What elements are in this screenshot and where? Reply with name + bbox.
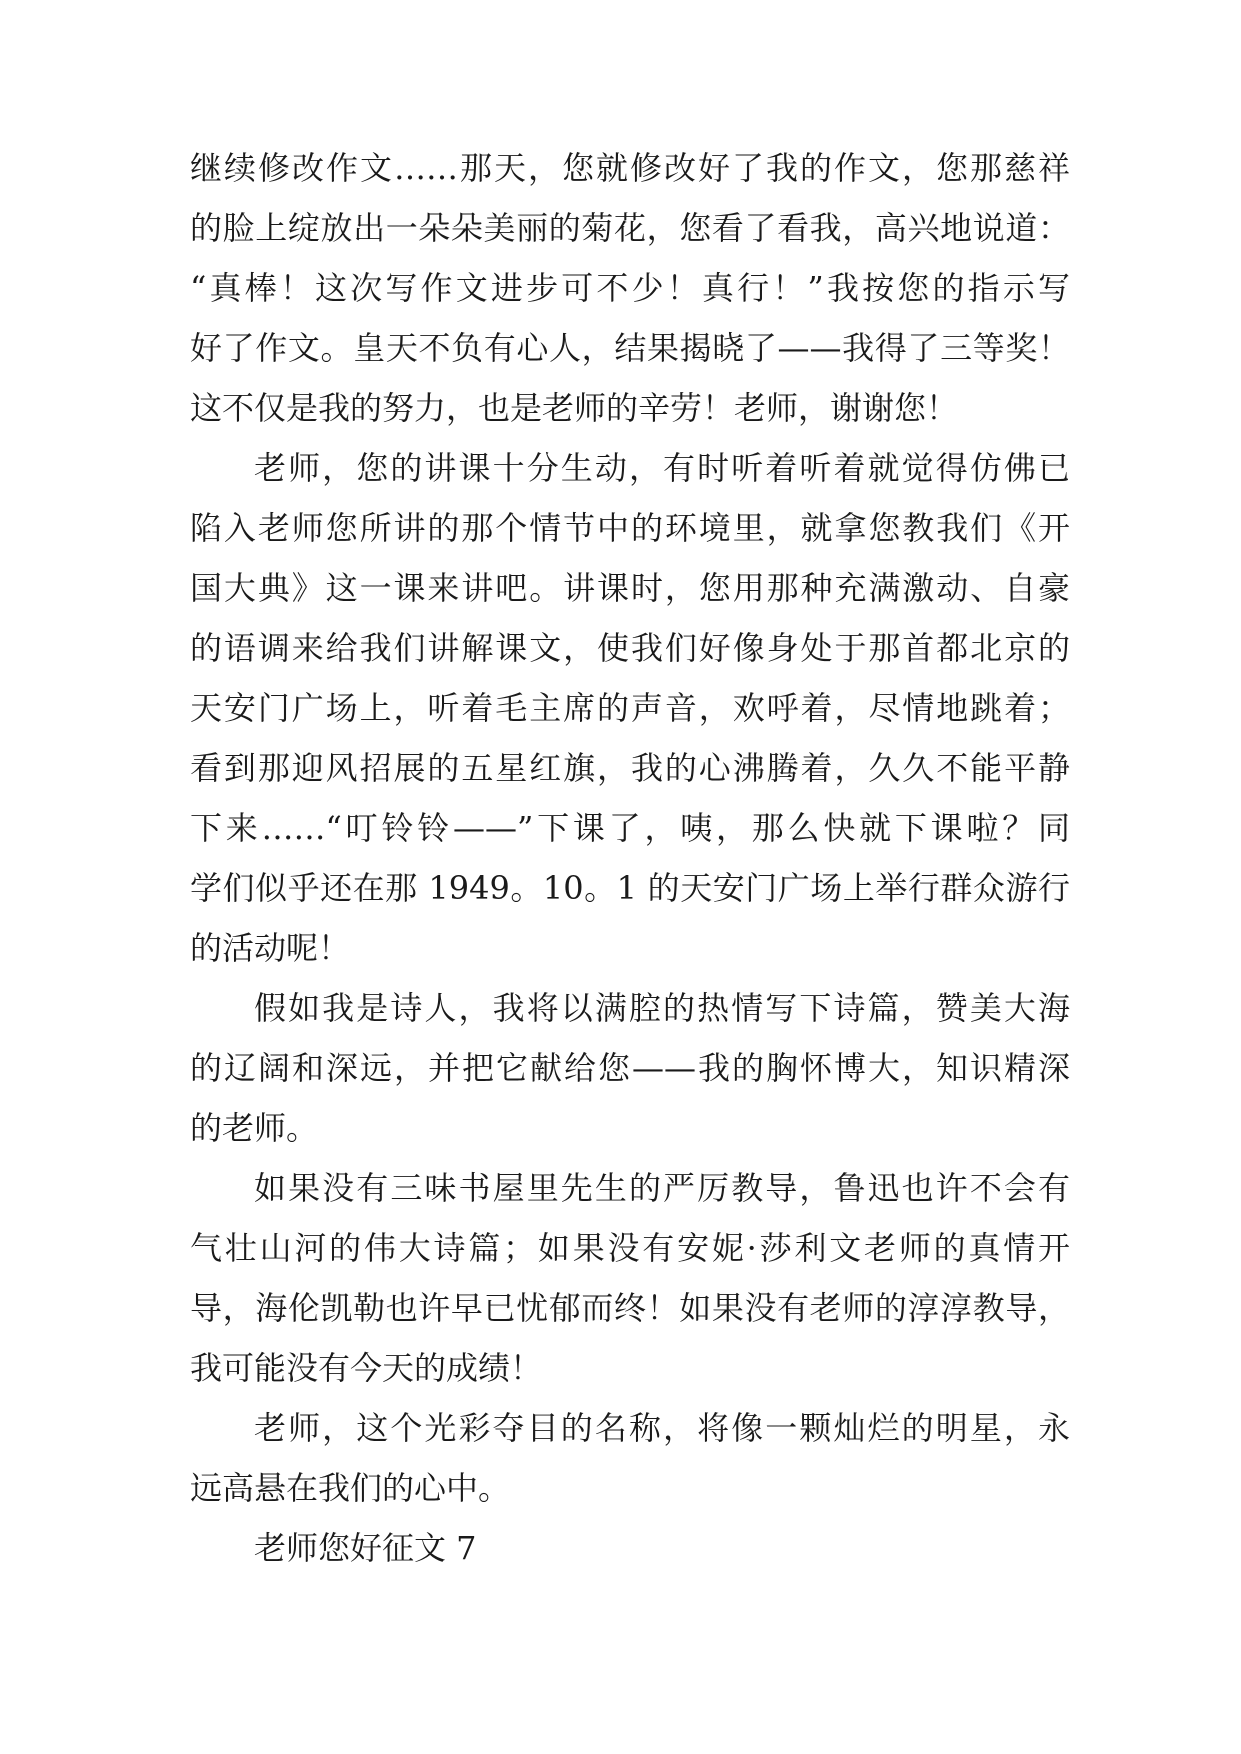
text-line: 陷入老师您所讲的那个情节中的环境里，就拿您教我们《开 xyxy=(190,509,1070,547)
text-line: 远高悬在我们的心中。 xyxy=(190,1469,511,1507)
text-line: 的活动呢！ xyxy=(190,929,351,967)
paragraph-first-line: 如果没有三味书屋里先生的严厉教导，鲁迅也许不会有 xyxy=(254,1169,1070,1207)
text-line: 好了作文。皇天不负有心人，结果揭晓了——我得了三等奖！ xyxy=(190,329,1070,367)
text-line: 的老师。 xyxy=(190,1109,319,1147)
text-line: 这不仅是我的努力，也是老师的辛劳！老师，谢谢您！ xyxy=(190,389,959,427)
text-line: 导，海伦凯勒也许早已忧郁而终！如果没有老师的淳淳教导， xyxy=(190,1289,1070,1327)
paragraph-first-line: 假如我是诗人，我将以满腔的热情写下诗篇，赞美大海 xyxy=(254,989,1070,1027)
text-line: 继续修改作文……那天，您就修改好了我的作文，您那慈祥 xyxy=(190,149,1070,187)
text-line: 我可能没有今天的成绩！ xyxy=(190,1349,543,1387)
text-line: “真棒！这次写作文进步可不少！真行！”我按您的指示写 xyxy=(190,269,1070,307)
text-line: 的辽阔和深远，并把它献给您——我的胸怀博大，知识精深 xyxy=(190,1049,1070,1087)
text-line: 看到那迎风招展的五星红旗，我的心沸腾着，久久不能平静 xyxy=(190,749,1070,787)
section-heading: 老师您好征文 7 xyxy=(254,1529,477,1567)
text-line: 下来……“叮铃铃——”下课了，咦，那么快就下课啦？同 xyxy=(190,809,1070,847)
text-line: 气壮山河的伟大诗篇；如果没有安妮·莎利文老师的真情开 xyxy=(190,1229,1070,1267)
text-line: 学们似乎还在那 1949。10。1 的天安门广场上举行群众游行 xyxy=(190,869,1070,907)
text-line: 国大典》这一课来讲吧。讲课时，您用那种充满激动、自豪 xyxy=(190,569,1070,607)
text-line: 的语调来给我们讲解课文，使我们好像身处于那首都北京的 xyxy=(190,629,1070,667)
paragraph-first-line: 老师，这个光彩夺目的名称，将像一颗灿烂的明星，永 xyxy=(254,1409,1070,1447)
paragraph-first-line: 老师，您的讲课十分生动，有时听着听着就觉得仿佛已 xyxy=(254,449,1070,487)
text-line: 的脸上绽放出一朵朵美丽的菊花，您看了看我，高兴地说道： xyxy=(190,209,1070,247)
text-line: 天安门广场上，听着毛主席的声音，欢呼着，尽情地跳着； xyxy=(190,689,1070,727)
